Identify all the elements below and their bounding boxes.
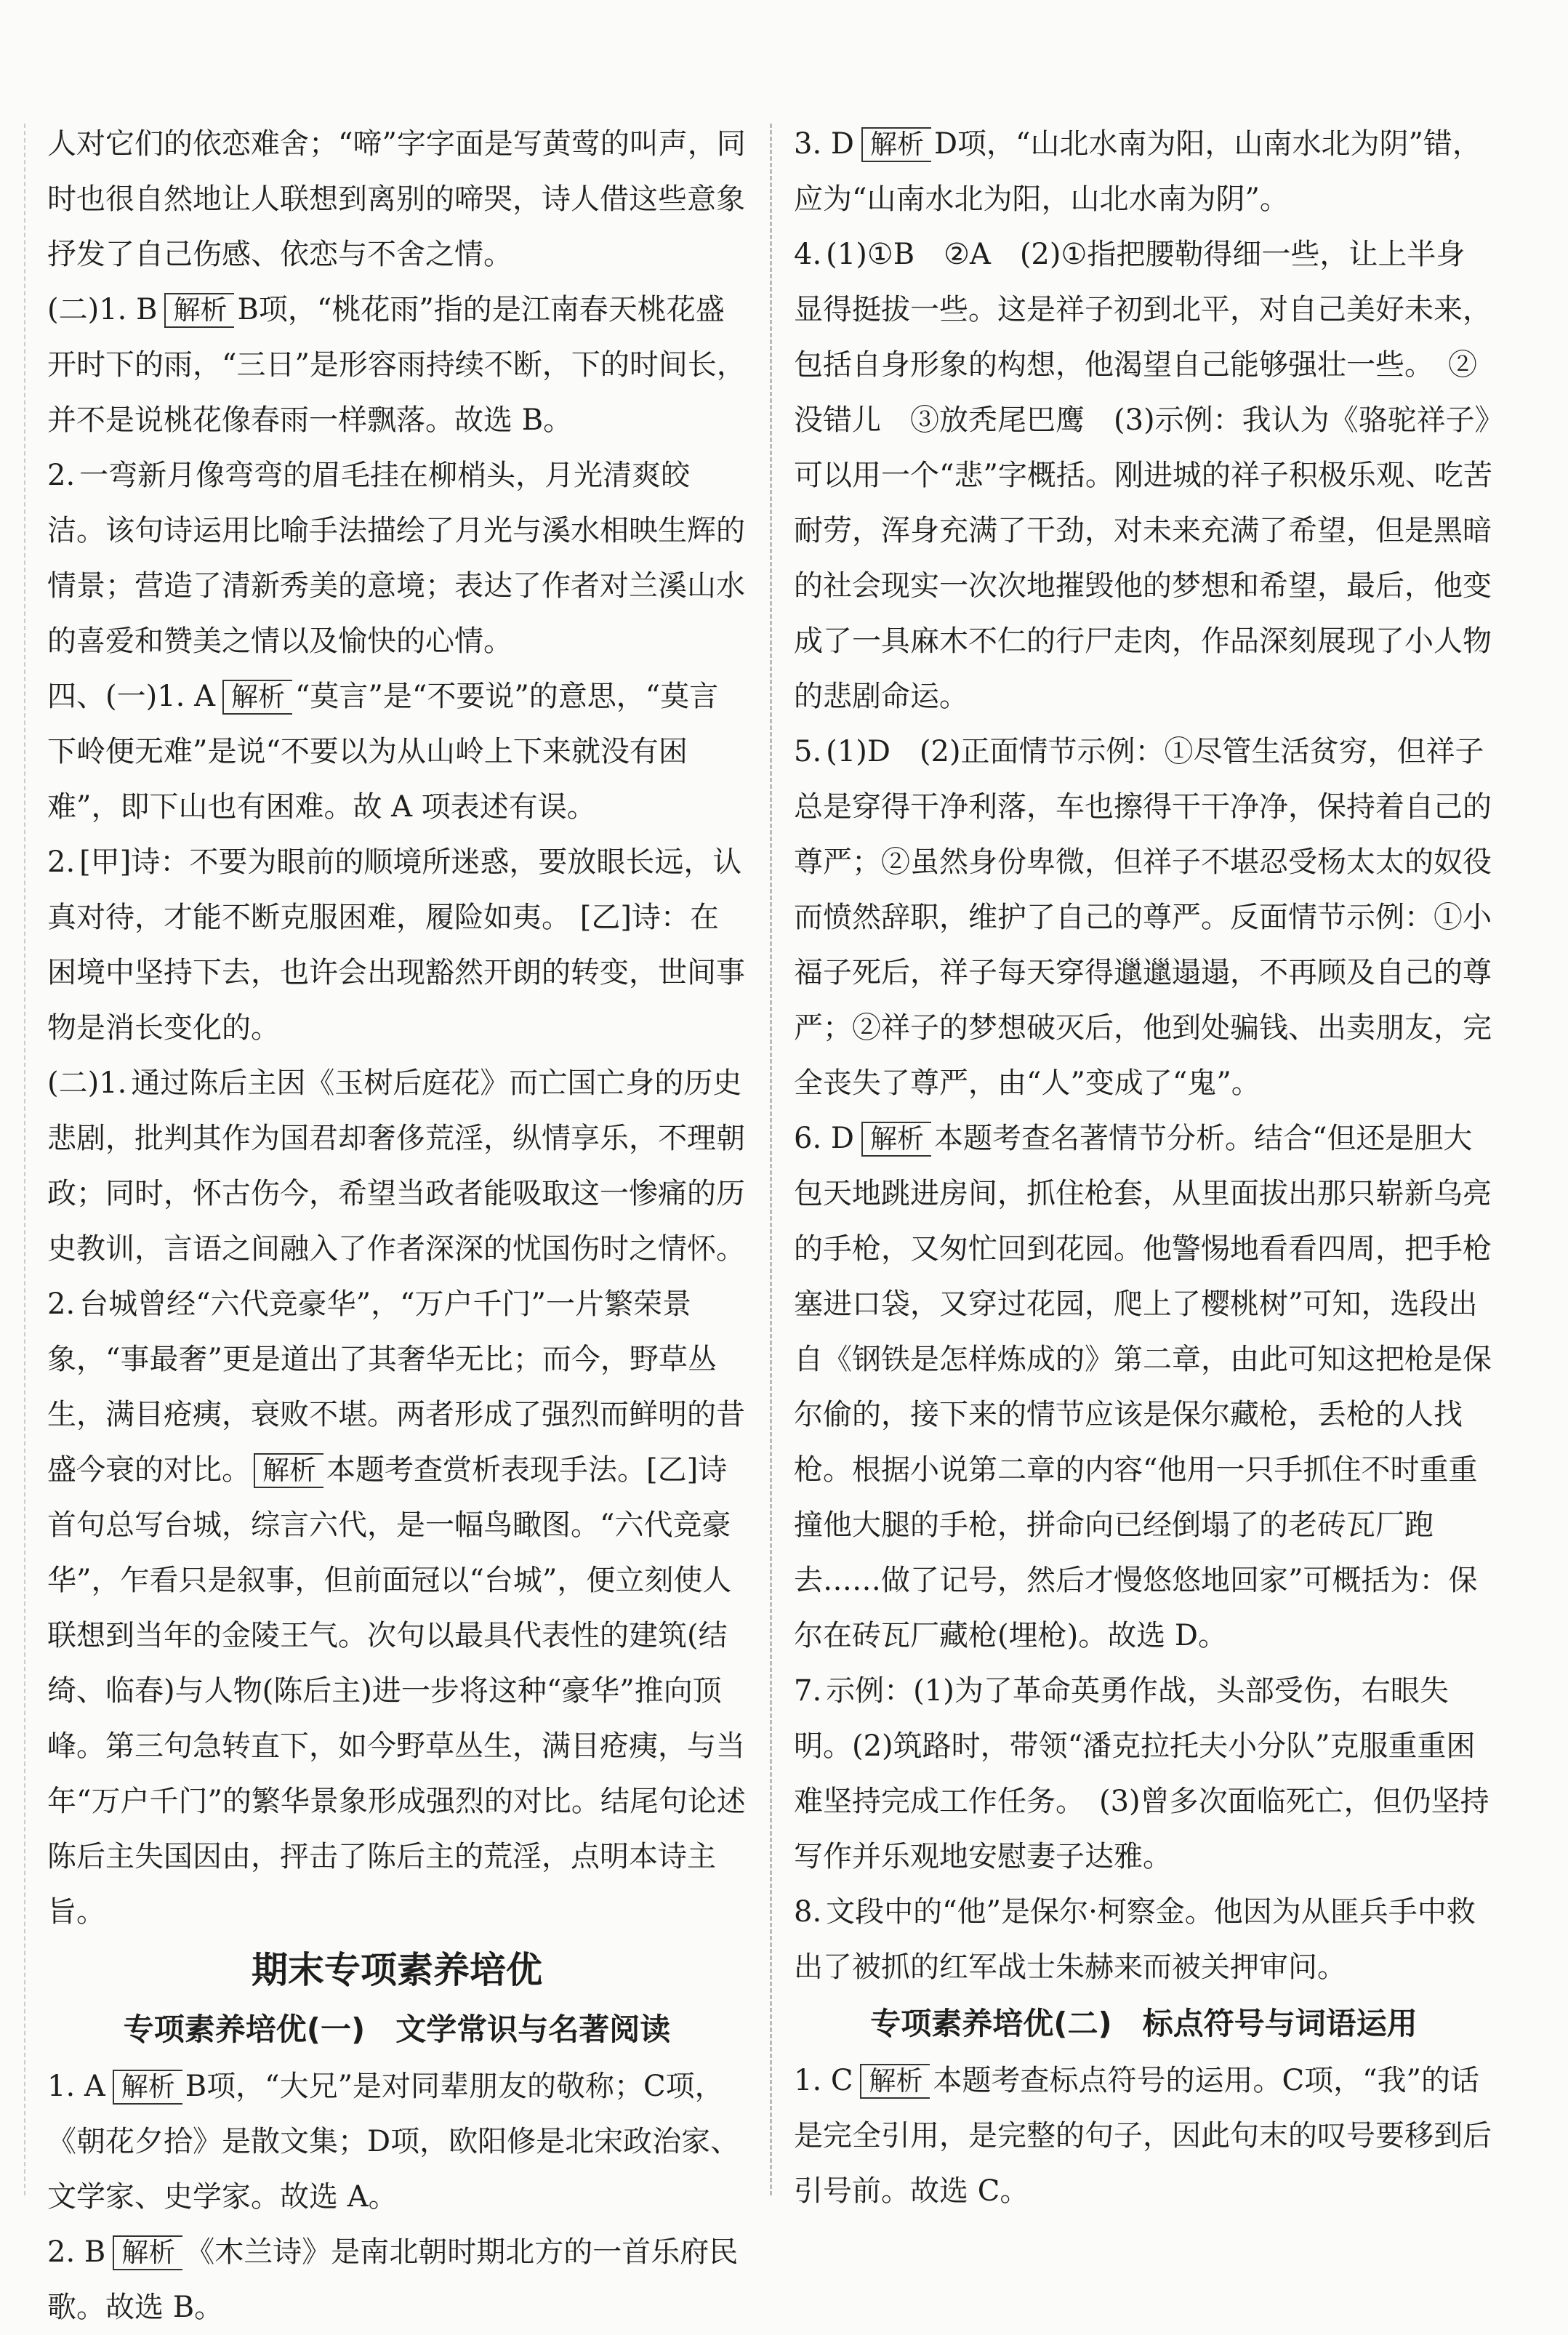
left-margin-rule [24, 124, 25, 2195]
analysis-tag: 解析 [164, 293, 234, 328]
analysis-tag: 解析 [222, 680, 292, 715]
answer-item: 1. A 解析 B项，“大兄”是对同辈朋友的敬称；C项，《朝花夕拾》是散文集；D项，欧阳修是北宋政治家、文学家、史学家。故选 A。 [47, 2070, 740, 2214]
answer-item: 5. (1)D (2)正面情节示例：①尽管生活贫穷，但祥子总是穿得干净利落，车也擦得干干净净，保持着自己的尊严；②虽然身份卑微，但祥子不堪忍受杨太太的奴役而愤然辞职，维护了自己的尊严。反面情节示例：①小福子死后，祥子每天穿得邋邋遢遢，不再顾及自己的尊严；②祥子的梦想破灭后，他到处骗钱、出卖朋友，完全丧失了尊严，由“人”变成了“鬼”。 [794, 735, 1492, 1100]
answer-item: 6. D 解析 本题考查名著情节分析。结合“但还是胆大包天地跳进房间，抓住枪套，从里面拔出那只崭新乌亮的手枪，又匆忙回到花园。他警惕地看看四周，把手枪塞进口袋，又穿过花园，爬上了樱桃树”可知，选段出自《钢铁是怎样炼成的》第二章，由此可知这把枪是保尔偷的，接下来的情节应该是保尔藏枪，丢枪的人找枪。根据小说第二章的内容“他用一只手抓住不时重重撞他大腿的手枪，拼命向已经倒塌了的老砖瓦厂跑去……做了记号，然后才慢悠悠地回家”可概括为：保尔在砖瓦厂藏枪(埋枪)。故选 D。 [794, 1122, 1492, 1652]
answer-item: 2. B 解析 《木兰诗》是南北朝时期北方的一首乐府民歌。故选 B。 [47, 2235, 739, 2324]
answer-item: 人对它们的依恋难舍；“啼”字字面是写黄莺的叫声，同时也很自然地让人联想到离别的啼哭，诗人借这些意象抒发了自己伤感、依恋与不舍之情。 [47, 127, 746, 271]
analysis-tag: 解析 [860, 2064, 930, 2099]
answer-item: 四、(一)1. A 解析 “莫言”是“不要说”的意思，“莫言下岭便无难”是说“不要以为从山岭上下来就没有困难”，即下山也有困难。故 A 项表述有误。 [47, 680, 719, 824]
answer-item: 2. 一弯新月像弯弯的眉毛挂在柳梢头，月光清爽皎洁。该句诗运用比喻手法描绘了月光与溪水相映生辉的情景；营造了清新秀美的意境；表达了作者对兰溪山水的喜爱和赞美之情以及愉快的心情。 [47, 459, 745, 658]
analysis-tag: 解析 [861, 127, 931, 162]
analysis-tag: 解析 [254, 1453, 323, 1488]
subsection-title: 专项素养培优(二) 标点符号与词语运用 [870, 2006, 1418, 2041]
answer-item: 3. D 解析 D项，“山北水南为阳，山南水北为阴”错，应为“山南水北为阳，山北水南为阴”。 [794, 127, 1481, 216]
answer-item: (二)1. 通过陈后主因《玉树后庭花》而亡国亡身的历史悲剧，批判其作为国君却奢侈荒淫，纵情享乐，不理朝政；同时，怀古伤今，希望当政者能吸取这一惨痛的历史教训，言语之间融入了作者深深的忧国伤时之情怀。 [47, 1066, 745, 1266]
answer-item: 7. 示例：(1)为了革命英勇作战，头部受伤，右眼失明。(2)筑路时，带领“潘克拉托夫小分队”克服重重困难坚持完成工作任务。 (3)曾多次面临死亡，但仍坚持写作并乐观地安慰妻子达雅。 [794, 1674, 1489, 1873]
answer-item: 2. [甲]诗：不要为眼前的顺境所迷惑，要放眼长远，认真对待，才能不断克服困难，履险如夷。 [乙]诗：在困境中坚持下去，也许会出现豁然开朗的转变，世间事物是消长变化的。 [47, 845, 745, 1045]
right-column [794, 116, 1494, 2219]
analysis-tag: 解析 [861, 1122, 931, 1157]
section-title: 期末专项素养培优 [252, 1949, 542, 1991]
answer-item: 1. C 解析 本题考查标点符号的运用。C项，“我”的话是完全引用，是完整的句子，因此句末的叹号要移到后引号前。故选 C。 [794, 2064, 1492, 2208]
analysis-tag: 解析 [113, 2235, 182, 2270]
analysis-tag: 解析 [113, 2070, 182, 2105]
subsection-title: 专项素养培优(一) 文学常识与名著阅读 [123, 2012, 671, 2047]
answer-item: 8. 文段中的“他”是保尔·柯察金。他因为从匪兵手中救出了被抓的红军战士朱赫来而被关押审问。 [794, 1895, 1476, 1984]
answer-item: 4. (1)①B ②A (2)①指把腰勒得细一些，让上半身显得挺拔一些。这是祥子初到北平，对自己美好未来，包括自身形象的构想，他渴望自己能够强壮一些。 ②没错儿 ③放秃尾巴鹰 (3)示例：我认为《骆驼祥子》可以用一个“悲”字概括。刚进城的祥子积极乐观、吃苦耐劳，浑身充满了干劲，对未来充满了希望，但是黑暗的社会现实一次次地摧毁他的梦想和希望，最后，他变成了一具麻木不仁的行尸走肉，作品深刻展现了小人物的悲剧命运。 [794, 238, 1492, 713]
answer-item: 2. 台城曾经“六代竞豪华”，“万户千门”一片繁荣景象，“事最奢”更是道出了其奢华无比；而今，野草丛生，满目疮痍，衰败不堪。两者形成了强烈而鲜明的昔盛今衰的对比。 解析 本题考查赏析表现手法。[乙]诗首句总写台城，综言六代，是一幅鸟瞰图。“六代竞豪华”，乍看只是叙事，但前面冠以“台城”，便立刻使人联想到当年的金陵王气。次句以最具代表性的建筑(结绮、临春)与人物(陈后主)进一步将这种“豪华”推向顶峰。第三句急转直下，如今野草丛生，满目疮痍，与当年“万户千门”的繁华景象形成强烈的对比。结尾句论述陈后主失国因由，抨击了陈后主的荒淫，点明本诗主旨。 [47, 1287, 746, 1929]
column-divider [770, 124, 772, 2195]
left-column [47, 116, 747, 2335]
answer-item: (二)1. B 解析 B项，“桃花雨”指的是江南春天桃花盛开时下的雨，“三日”是形容雨持续不断，下的时间长，并不是说桃花像春雨一样飘落。故选 B。 [47, 293, 746, 437]
